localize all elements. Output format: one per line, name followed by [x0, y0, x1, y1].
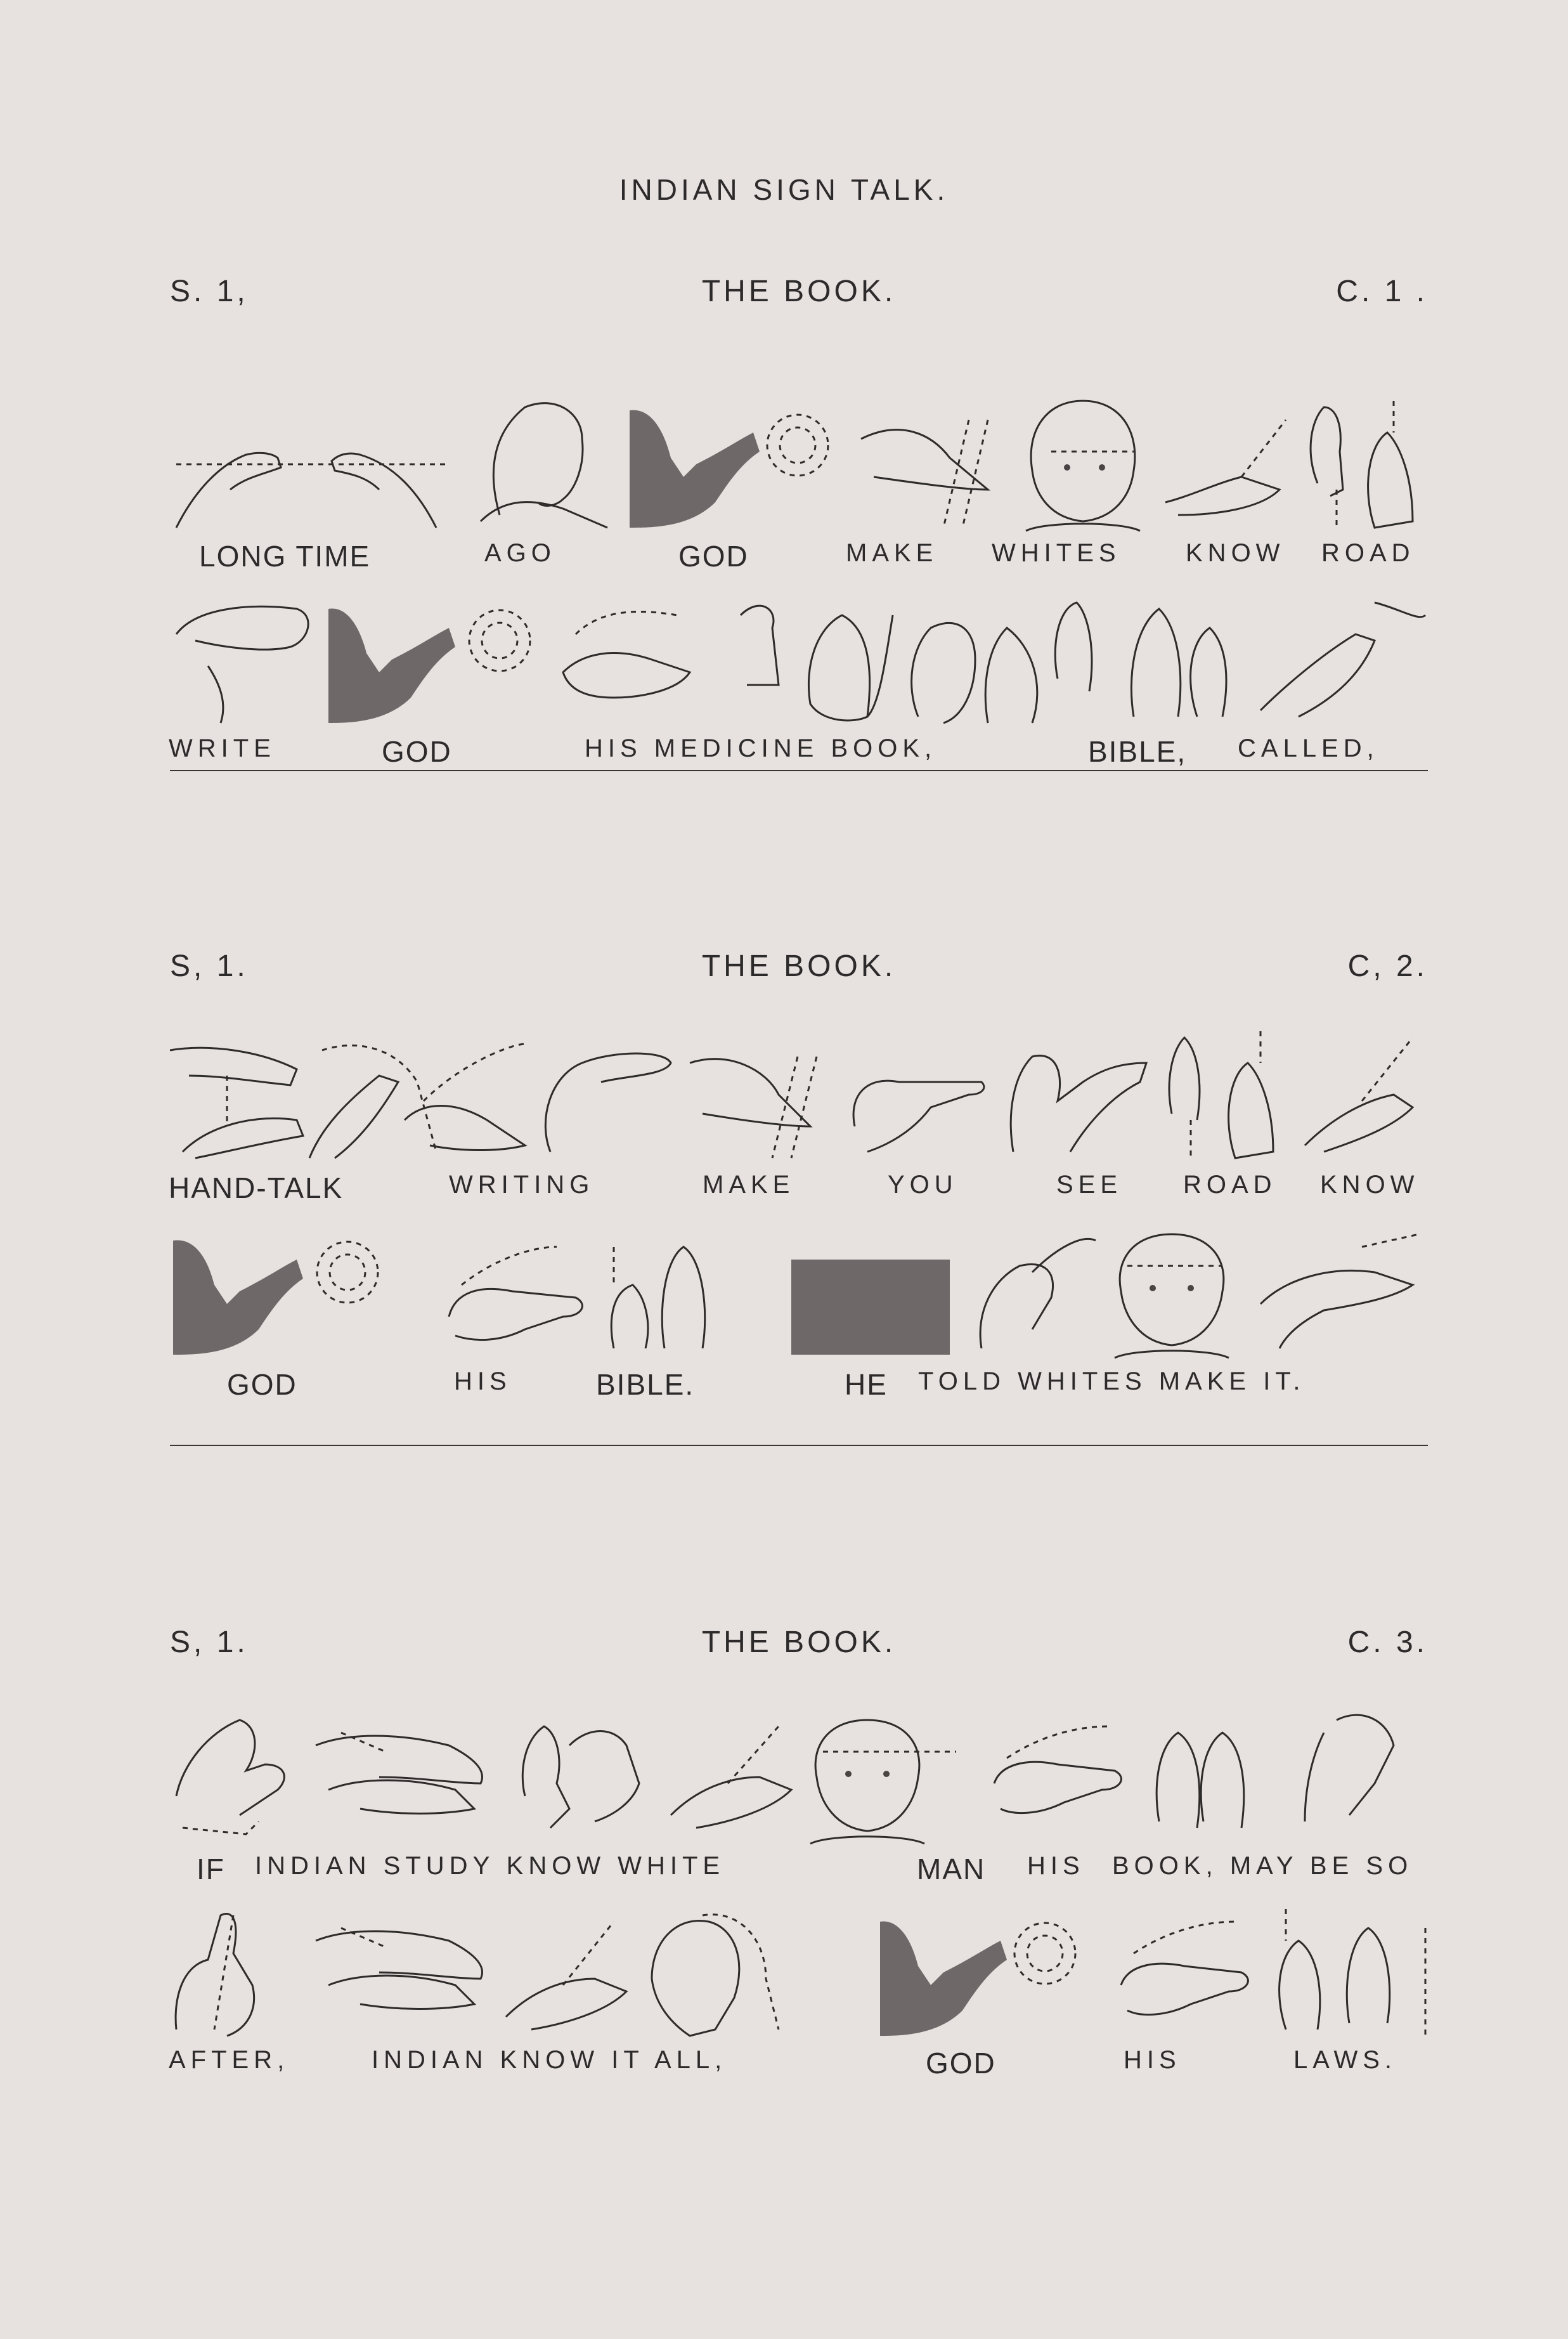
sign-word: HIS MEDICINE BOOK, — [585, 734, 937, 762]
hand-sign-illustration — [170, 394, 1428, 534]
section-divider — [170, 770, 1428, 771]
section-2 — [170, 949, 1428, 1418]
hand-sign-illustration — [170, 1707, 1428, 1847]
sign-word: BOOK, MAY BE SO — [1112, 1852, 1413, 1880]
sign-word: SEE — [1056, 1171, 1123, 1199]
chapter-number: C. 3. — [1347, 1626, 1428, 1659]
section-title: THE BOOK. — [701, 949, 897, 983]
sign-word: YOU — [888, 1171, 958, 1199]
sign-word: HIS — [1124, 2046, 1181, 2074]
sign-word: CALLED, — [1238, 734, 1379, 762]
hand-sign-illustration — [170, 590, 1428, 729]
section-1 — [170, 274, 1428, 785]
section-title: THE BOOK. — [701, 1626, 897, 1659]
word-row-1 — [170, 539, 1428, 590]
sign-word: LAWS. — [1293, 2046, 1397, 2074]
sign-word: AFTER, — [169, 2046, 290, 2074]
sign-word: HAND-TALK — [169, 1171, 344, 1204]
sign-word: INDIAN STUDY KNOW WHITE — [255, 1852, 725, 1880]
sign-word: KNOW — [1186, 539, 1285, 567]
section-divider — [170, 1445, 1428, 1446]
hand-sign-illustration — [170, 1222, 1428, 1361]
sign-word: IF — [197, 1853, 225, 1886]
page-title: INDIAN SIGN TALK. — [619, 173, 949, 206]
chapter-number: C. 1 . — [1336, 275, 1428, 308]
sign-word: GOD — [382, 735, 452, 768]
sign-word: ROAD — [1321, 539, 1415, 567]
sign-word: BIBLE, — [1088, 735, 1187, 768]
section-header — [170, 274, 1428, 318]
word-row-1 — [170, 1171, 1428, 1222]
sign-word: ROAD — [1183, 1171, 1277, 1199]
sign-word: WRITING — [449, 1171, 595, 1199]
word-row-2 — [170, 2046, 1428, 2097]
sign-word: GOD — [678, 540, 749, 573]
word-row-1 — [170, 1852, 1428, 1903]
sign-word: MAKE — [846, 539, 938, 567]
sign-word: GOD — [926, 2047, 996, 2080]
section-header — [170, 1625, 1428, 1669]
sign-word: AGO — [484, 539, 556, 567]
section-number: S. 1, — [170, 275, 249, 308]
sign-word: KNOW — [1320, 1171, 1420, 1199]
hand-sign-illustration — [170, 1025, 1428, 1164]
hand-sign-illustration — [170, 1903, 1428, 2042]
sign-word: MAKE — [703, 1171, 795, 1199]
sign-illustrations-row-1 — [170, 1707, 1428, 1847]
sign-word: HE — [845, 1368, 888, 1401]
sign-illustrations-row-1 — [170, 1025, 1428, 1164]
sign-word: TOLD WHITES MAKE IT. — [918, 1367, 1306, 1395]
section-number: S, 1. — [170, 949, 249, 983]
sign-illustrations-row-1 — [170, 394, 1428, 534]
word-row-2 — [170, 1367, 1428, 1418]
sign-illustrations-row-2 — [170, 1222, 1428, 1361]
section-number: S, 1. — [170, 1626, 249, 1659]
sign-word: INDIAN KNOW IT ALL, — [372, 2046, 727, 2074]
sign-word: BIBLE. — [596, 1368, 695, 1401]
sign-word: HIS — [1027, 1852, 1085, 1880]
sign-word: LONG TIME — [199, 540, 371, 573]
sign-word: GOD — [227, 1368, 297, 1401]
sign-word: HIS — [454, 1367, 512, 1395]
section-header — [170, 949, 1428, 993]
section-title: THE BOOK. — [701, 275, 897, 308]
sign-word: WRITE — [169, 734, 276, 762]
word-row-2 — [170, 734, 1428, 785]
sign-illustrations-row-2 — [170, 1903, 1428, 2042]
sign-illustrations-row-2 — [170, 590, 1428, 729]
chapter-number: C, 2. — [1347, 949, 1428, 983]
sign-word: MAN — [917, 1853, 986, 1886]
section-3 — [170, 1625, 1428, 2097]
sign-word: WHITES — [992, 539, 1121, 567]
